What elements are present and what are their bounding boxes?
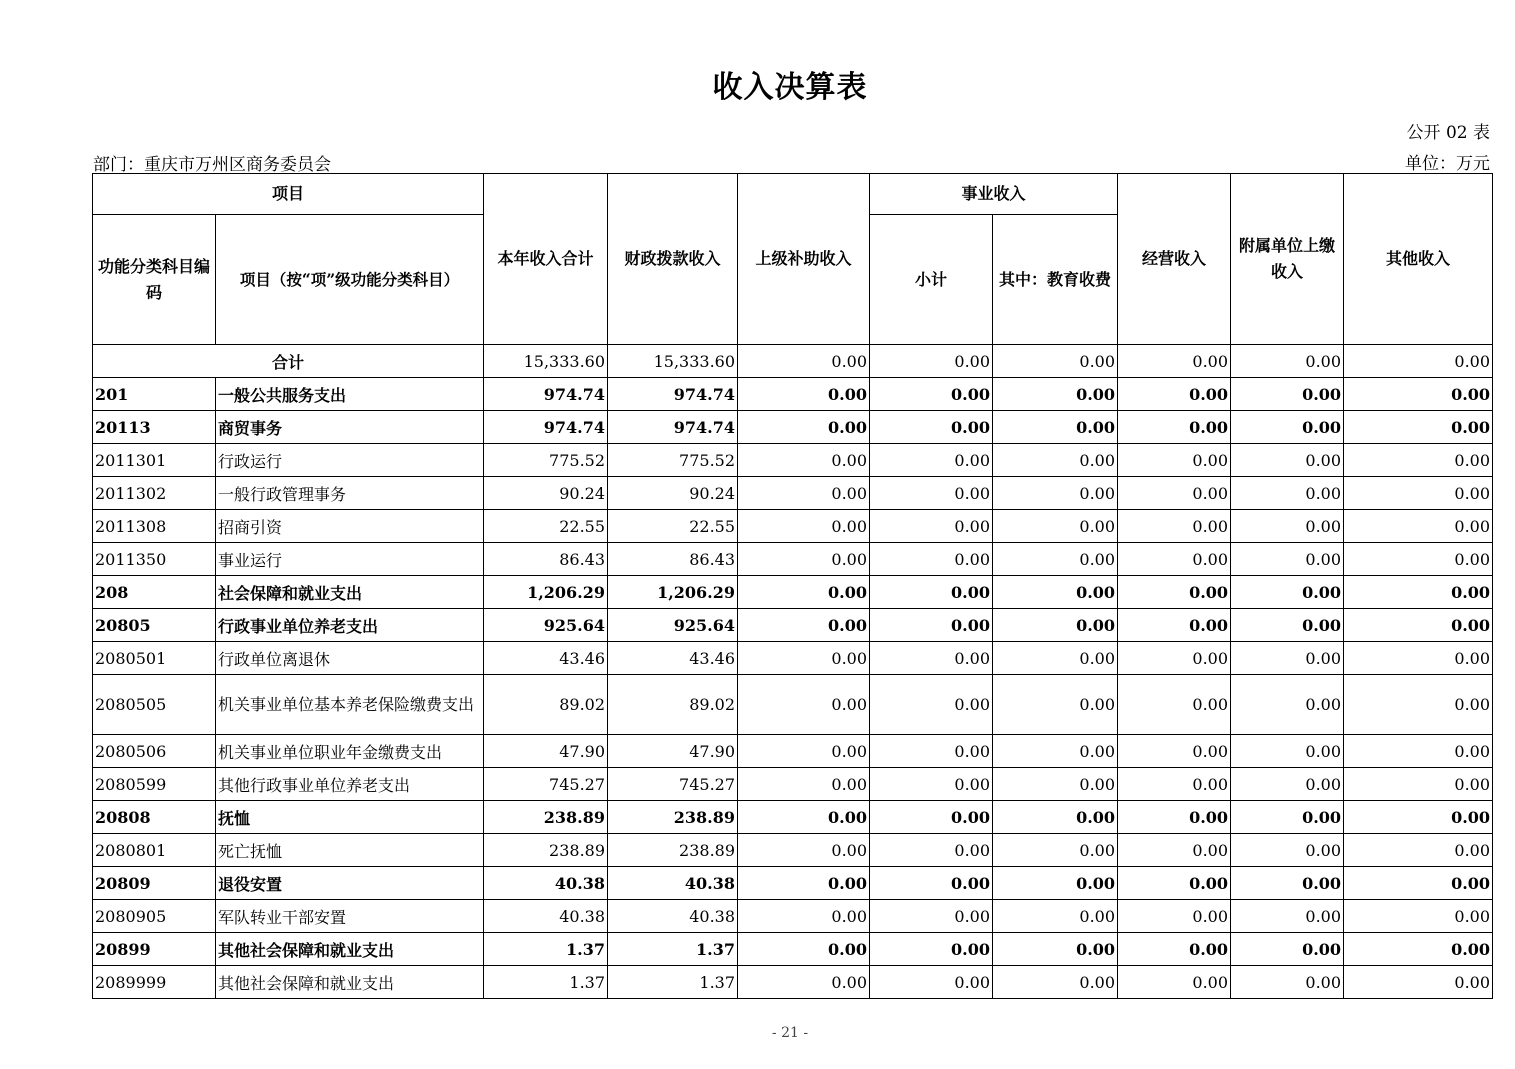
value-cell: 0.00 [1344, 867, 1493, 900]
table-row [93, 444, 1493, 477]
value-cell: 0.00 [993, 642, 1118, 675]
value-cell: 90.24 [608, 477, 738, 510]
value-cell: 0.00 [738, 768, 870, 801]
value-cell: 0.00 [1118, 609, 1231, 642]
value-cell: 745.27 [608, 768, 738, 801]
func-code-cell: 20808 [93, 801, 216, 834]
value-cell: 86.43 [608, 543, 738, 576]
value-cell: 0.00 [870, 867, 993, 900]
value-cell: 0.00 [993, 933, 1118, 966]
value-cell: 40.38 [484, 900, 608, 933]
value-cell: 0.00 [870, 768, 993, 801]
value-cell: 0.00 [993, 609, 1118, 642]
func-code-cell: 20809 [93, 867, 216, 900]
func-code-cell: 2011302 [93, 477, 216, 510]
value-cell: 0.00 [870, 675, 993, 735]
total-label: 合计 [93, 345, 484, 378]
value-cell: 86.43 [484, 543, 608, 576]
value-cell: 0.00 [1344, 966, 1493, 999]
value-cell: 0.00 [1344, 411, 1493, 444]
table-row [93, 933, 1493, 966]
value-cell: 0.00 [1344, 378, 1493, 411]
item-name-cell: 事业运行 [216, 543, 484, 576]
value-cell: 0.00 [1231, 510, 1344, 543]
header-item-name: 项目（按“项”级功能分类科目） [216, 215, 484, 345]
value-cell: 0.00 [738, 510, 870, 543]
value-cell: 0.00 [870, 477, 993, 510]
value-cell: 0.00 [1231, 378, 1344, 411]
value-cell: 47.90 [608, 735, 738, 768]
value-cell: 0.00 [870, 444, 993, 477]
value-cell: 47.90 [484, 735, 608, 768]
item-name-cell: 其他社会保障和就业支出 [216, 933, 484, 966]
value-cell: 0.00 [738, 735, 870, 768]
table-row [93, 867, 1493, 900]
value-cell: 0.00 [1231, 834, 1344, 867]
item-name-cell: 社会保障和就业支出 [216, 576, 484, 609]
value-cell: 0.00 [1231, 411, 1344, 444]
unit-label: 单位：万元 [1405, 154, 1490, 174]
func-code-cell: 2080505 [93, 675, 216, 735]
item-name-cell: 军队转业干部安置 [216, 900, 484, 933]
item-name-cell: 商贸事务 [216, 411, 484, 444]
value-cell: 0.00 [1344, 768, 1493, 801]
value-cell: 238.89 [608, 801, 738, 834]
value-cell: 0.00 [1344, 609, 1493, 642]
func-code-cell: 208 [93, 576, 216, 609]
header-func-code: 功能分类科目编码 [93, 215, 216, 345]
table-row [93, 801, 1493, 834]
value-cell: 0.00 [993, 675, 1118, 735]
value-cell: 0.00 [1231, 900, 1344, 933]
value-cell: 0.00 [1344, 834, 1493, 867]
department-label: 部门：重庆市万州区商务委员会 [93, 155, 331, 175]
header-fiscal: 财政拨款收入 [608, 174, 738, 345]
func-code-cell: 20113 [93, 411, 216, 444]
value-cell: 0.00 [1118, 966, 1231, 999]
func-code-cell: 2080501 [93, 642, 216, 675]
value-cell: 0.00 [1118, 900, 1231, 933]
table-number: 公开 02 表 [1406, 123, 1490, 143]
value-cell: 0.00 [1118, 576, 1231, 609]
table-row [93, 834, 1493, 867]
value-cell: 1,206.29 [484, 576, 608, 609]
total-cell: 0.00 [1344, 345, 1493, 378]
value-cell: 43.46 [484, 642, 608, 675]
value-cell: 89.02 [608, 675, 738, 735]
func-code-cell: 2089999 [93, 966, 216, 999]
table-row [93, 900, 1493, 933]
item-name-cell: 行政运行 [216, 444, 484, 477]
value-cell: 0.00 [993, 477, 1118, 510]
value-cell: 0.00 [1118, 801, 1231, 834]
item-name-cell: 死亡抚恤 [216, 834, 484, 867]
table-row [93, 543, 1493, 576]
value-cell: 0.00 [870, 642, 993, 675]
value-cell: 0.00 [1118, 378, 1231, 411]
header-total-income: 本年收入合计 [484, 174, 608, 345]
header-item-group: 项目 [93, 174, 484, 215]
value-cell: 0.00 [1231, 642, 1344, 675]
value-cell: 0.00 [1231, 867, 1344, 900]
value-cell: 775.52 [484, 444, 608, 477]
item-name-cell: 机关事业单位职业年金缴费支出 [216, 735, 484, 768]
value-cell: 0.00 [1344, 933, 1493, 966]
value-cell: 43.46 [608, 642, 738, 675]
value-cell: 0.00 [993, 510, 1118, 543]
value-cell: 0.00 [870, 378, 993, 411]
value-cell: 0.00 [1344, 543, 1493, 576]
value-cell: 0.00 [738, 801, 870, 834]
value-cell: 1.37 [608, 933, 738, 966]
table-row [93, 576, 1493, 609]
value-cell: 0.00 [870, 609, 993, 642]
table-row [93, 735, 1493, 768]
value-cell: 0.00 [1344, 675, 1493, 735]
table-row [93, 609, 1493, 642]
value-cell: 0.00 [993, 378, 1118, 411]
table-row [93, 675, 1493, 735]
header-edu-fee: 其中：教育收费 [993, 215, 1118, 345]
value-cell: 0.00 [1344, 576, 1493, 609]
value-cell: 0.00 [738, 966, 870, 999]
value-cell: 0.00 [1118, 510, 1231, 543]
total-cell: 0.00 [1231, 345, 1344, 378]
value-cell: 0.00 [1231, 768, 1344, 801]
value-cell: 0.00 [1118, 834, 1231, 867]
value-cell: 0.00 [1231, 543, 1344, 576]
value-cell: 0.00 [738, 576, 870, 609]
value-cell: 0.00 [1231, 933, 1344, 966]
item-name-cell: 机关事业单位基本养老保险缴费支出 [216, 675, 484, 735]
value-cell: 0.00 [738, 867, 870, 900]
value-cell: 1.37 [484, 966, 608, 999]
value-cell: 0.00 [870, 510, 993, 543]
func-code-cell: 2080801 [93, 834, 216, 867]
table-row [93, 510, 1493, 543]
func-code-cell: 2080599 [93, 768, 216, 801]
header-other: 其他收入 [1344, 174, 1493, 345]
value-cell: 0.00 [993, 768, 1118, 801]
value-cell: 0.00 [1344, 642, 1493, 675]
value-cell: 0.00 [1231, 801, 1344, 834]
value-cell: 0.00 [1231, 609, 1344, 642]
total-cell: 15,333.60 [484, 345, 608, 378]
total-row [93, 345, 1493, 378]
income-table [92, 173, 1493, 999]
value-cell: 0.00 [738, 900, 870, 933]
value-cell: 0.00 [870, 576, 993, 609]
item-name-cell: 其他行政事业单位养老支出 [216, 768, 484, 801]
value-cell: 0.00 [1118, 444, 1231, 477]
value-cell: 0.00 [1344, 510, 1493, 543]
value-cell: 238.89 [484, 801, 608, 834]
item-name-cell: 行政单位离退休 [216, 642, 484, 675]
value-cell: 0.00 [870, 735, 993, 768]
item-name-cell: 一般行政管理事务 [216, 477, 484, 510]
page-number: - 21 - [771, 1025, 809, 1041]
value-cell: 89.02 [484, 675, 608, 735]
value-cell: 1.37 [608, 966, 738, 999]
value-cell: 0.00 [1231, 675, 1344, 735]
value-cell: 0.00 [993, 834, 1118, 867]
value-cell: 0.00 [870, 801, 993, 834]
value-cell: 0.00 [738, 933, 870, 966]
value-cell: 0.00 [1231, 477, 1344, 510]
value-cell: 0.00 [1231, 444, 1344, 477]
func-code-cell: 2011301 [93, 444, 216, 477]
table-row [93, 411, 1493, 444]
value-cell: 0.00 [738, 477, 870, 510]
value-cell: 0.00 [738, 444, 870, 477]
item-name-cell: 退役安置 [216, 867, 484, 900]
value-cell: 0.00 [738, 642, 870, 675]
value-cell: 925.64 [608, 609, 738, 642]
value-cell: 0.00 [1118, 642, 1231, 675]
value-cell: 0.00 [870, 411, 993, 444]
value-cell: 925.64 [484, 609, 608, 642]
item-name-cell: 其他社会保障和就业支出 [216, 966, 484, 999]
func-code-cell: 20805 [93, 609, 216, 642]
value-cell: 22.55 [608, 510, 738, 543]
value-cell: 0.00 [1344, 477, 1493, 510]
value-cell: 0.00 [1118, 768, 1231, 801]
value-cell: 238.89 [608, 834, 738, 867]
value-cell: 0.00 [870, 933, 993, 966]
value-cell: 0.00 [993, 900, 1118, 933]
value-cell: 0.00 [993, 801, 1118, 834]
value-cell: 0.00 [1344, 444, 1493, 477]
value-cell: 0.00 [1231, 576, 1344, 609]
value-cell: 0.00 [993, 444, 1118, 477]
value-cell: 0.00 [1344, 801, 1493, 834]
value-cell: 40.38 [608, 900, 738, 933]
header-operating: 经营收入 [1118, 174, 1231, 345]
value-cell: 40.38 [608, 867, 738, 900]
table-row [93, 642, 1493, 675]
value-cell: 0.00 [1118, 411, 1231, 444]
func-code-cell: 2080506 [93, 735, 216, 768]
value-cell: 974.74 [608, 411, 738, 444]
total-cell: 0.00 [993, 345, 1118, 378]
value-cell: 0.00 [1118, 867, 1231, 900]
value-cell: 0.00 [738, 834, 870, 867]
value-cell: 1.37 [484, 933, 608, 966]
value-cell: 0.00 [1118, 735, 1231, 768]
value-cell: 0.00 [993, 576, 1118, 609]
value-cell: 40.38 [484, 867, 608, 900]
value-cell: 0.00 [738, 411, 870, 444]
value-cell: 0.00 [1118, 933, 1231, 966]
value-cell: 0.00 [738, 543, 870, 576]
table-row [93, 477, 1493, 510]
value-cell: 1,206.29 [608, 576, 738, 609]
value-cell: 0.00 [993, 411, 1118, 444]
value-cell: 0.00 [738, 609, 870, 642]
func-code-cell: 2080905 [93, 900, 216, 933]
value-cell: 0.00 [870, 543, 993, 576]
item-name-cell: 行政事业单位养老支出 [216, 609, 484, 642]
value-cell: 0.00 [870, 900, 993, 933]
value-cell: 0.00 [1118, 543, 1231, 576]
value-cell: 0.00 [993, 543, 1118, 576]
value-cell: 0.00 [1118, 477, 1231, 510]
func-code-cell: 201 [93, 378, 216, 411]
value-cell: 90.24 [484, 477, 608, 510]
value-cell: 0.00 [738, 675, 870, 735]
header-subtotal: 小计 [870, 215, 993, 345]
value-cell: 0.00 [1344, 735, 1493, 768]
value-cell: 0.00 [738, 378, 870, 411]
value-cell: 0.00 [1344, 900, 1493, 933]
value-cell: 775.52 [608, 444, 738, 477]
table-row [93, 378, 1493, 411]
item-name-cell: 一般公共服务支出 [216, 378, 484, 411]
value-cell: 0.00 [993, 867, 1118, 900]
func-code-cell: 2011308 [93, 510, 216, 543]
func-code-cell: 20899 [93, 933, 216, 966]
value-cell: 0.00 [870, 834, 993, 867]
header-affiliated: 附属单位上缴收入 [1231, 174, 1344, 345]
func-code-cell: 2011350 [93, 543, 216, 576]
value-cell: 238.89 [484, 834, 608, 867]
header-upper-subsidy: 上级补助收入 [738, 174, 870, 345]
table-row [93, 768, 1493, 801]
value-cell: 0.00 [870, 966, 993, 999]
value-cell: 745.27 [484, 768, 608, 801]
value-cell: 0.00 [993, 966, 1118, 999]
table-row [93, 966, 1493, 999]
value-cell: 974.74 [484, 378, 608, 411]
total-cell: 0.00 [870, 345, 993, 378]
value-cell: 22.55 [484, 510, 608, 543]
value-cell: 0.00 [1231, 735, 1344, 768]
page-title: 收入决算表 [712, 70, 868, 105]
item-name-cell: 招商引资 [216, 510, 484, 543]
value-cell: 0.00 [993, 735, 1118, 768]
total-cell: 0.00 [738, 345, 870, 378]
total-cell: 0.00 [1118, 345, 1231, 378]
value-cell: 974.74 [484, 411, 608, 444]
item-name-cell: 抚恤 [216, 801, 484, 834]
header-business-group: 事业收入 [870, 174, 1118, 215]
total-cell: 15,333.60 [608, 345, 738, 378]
value-cell: 0.00 [1231, 966, 1344, 999]
value-cell: 0.00 [1118, 675, 1231, 735]
value-cell: 974.74 [608, 378, 738, 411]
